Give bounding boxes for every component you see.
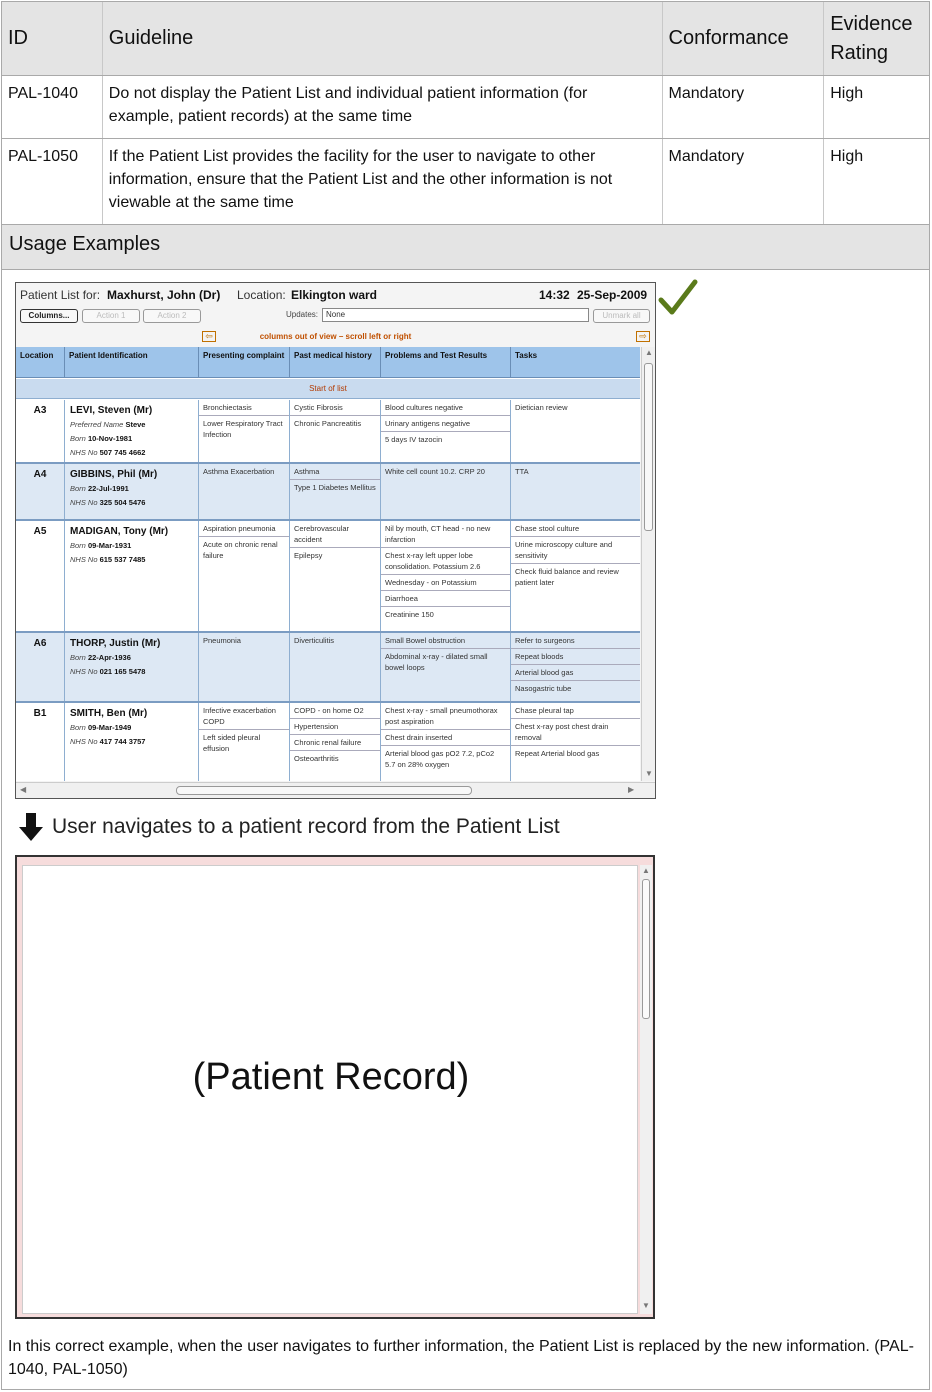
column-header-tasks[interactable]: Tasks bbox=[515, 351, 538, 360]
born-value: 09-Mar-1949 bbox=[87, 723, 132, 732]
history-item: Chronic Pancreatitis bbox=[294, 419, 362, 428]
nhs-value: 021 165 5478 bbox=[99, 667, 146, 676]
scroll-right-arrow-icon[interactable]: ⇨ bbox=[636, 331, 650, 342]
task-item: Arterial blood gas bbox=[511, 665, 640, 681]
history-item: Type 1 Diabetes Mellitus bbox=[294, 483, 376, 492]
horizontal-scrollbar[interactable] bbox=[16, 782, 655, 798]
nhs-label: NHS No bbox=[70, 737, 100, 746]
table-cell bbox=[65, 703, 199, 781]
nhs-label: NHS No bbox=[70, 667, 100, 676]
scroll-down-icon[interactable]: ▼ bbox=[642, 1301, 650, 1310]
problem-item: Diarrhoea bbox=[381, 591, 510, 607]
scroll-right-icon[interactable]: ▶ bbox=[628, 785, 635, 794]
date-of-birth bbox=[70, 432, 193, 446]
history-item: Cerebrovascular accident bbox=[290, 521, 380, 548]
current-time: 14:32 bbox=[539, 288, 570, 302]
patient-record-content bbox=[22, 865, 638, 1314]
problem-item: Nil by mouth, CT head - no new infarction bbox=[381, 521, 510, 548]
table-cell bbox=[65, 464, 199, 519]
table-cell bbox=[199, 703, 290, 781]
born-value: 09-Mar-1931 bbox=[87, 541, 132, 550]
complaint-item: Acute on chronic renal failure bbox=[203, 540, 278, 560]
patient-name: SMITH, Ben (Mr) bbox=[70, 708, 148, 719]
record-vertical-scrollbar[interactable] bbox=[640, 865, 652, 1314]
nhs-number bbox=[70, 446, 193, 460]
preferred-name bbox=[70, 418, 193, 432]
nhs-value: 325 504 5476 bbox=[99, 498, 146, 507]
patient-row[interactable] bbox=[16, 703, 640, 781]
table-cell bbox=[199, 521, 290, 631]
patient-list-window bbox=[15, 282, 656, 799]
table-cell bbox=[65, 521, 199, 631]
complaint-item: Aspiration pneumonia bbox=[199, 521, 289, 537]
patient-name: MADIGAN, Tony (Mr) bbox=[70, 526, 169, 537]
row-id: PAL-1050 bbox=[8, 148, 78, 165]
nhs-value: 615 537 7485 bbox=[99, 555, 146, 564]
table-cell bbox=[290, 400, 381, 462]
table-cell bbox=[16, 400, 65, 462]
problem-item: Wednesday - on Potassium bbox=[381, 575, 510, 591]
scroll-up-icon[interactable]: ▲ bbox=[645, 348, 653, 357]
scroll-left-arrow-icon[interactable]: ⇦ bbox=[202, 331, 216, 342]
updates-field[interactable]: None bbox=[322, 308, 589, 322]
location-value: B1 bbox=[33, 708, 47, 719]
column-header-location[interactable]: Location bbox=[16, 347, 65, 378]
complaint-item: Left sided pleural effusion bbox=[203, 733, 261, 753]
born-label: Born bbox=[70, 653, 88, 662]
task-item: Dietician review bbox=[515, 403, 568, 412]
column-header-problems-results[interactable]: Problems and Test Results bbox=[381, 347, 511, 378]
column-headers bbox=[16, 347, 640, 378]
patient-list-for-label: Patient List for: bbox=[20, 288, 101, 302]
table-header-row bbox=[2, 2, 929, 75]
task-item: Repeat bloods bbox=[511, 649, 640, 665]
task-item: Repeat Arterial blood gas bbox=[515, 749, 600, 758]
nhs-value: 417 744 3757 bbox=[99, 737, 146, 746]
location-value: A6 bbox=[33, 638, 47, 649]
table-cell bbox=[381, 521, 511, 631]
born-label: Born bbox=[70, 723, 88, 732]
table-cell bbox=[16, 633, 65, 701]
location-value: Elkington ward bbox=[291, 288, 378, 302]
born-label: Born bbox=[70, 434, 88, 443]
nhs-value: 507 745 4662 bbox=[99, 448, 146, 457]
table-cell bbox=[381, 633, 511, 701]
history-item: Epilepsy bbox=[294, 551, 323, 560]
usage-examples-heading: Usage Examples bbox=[2, 224, 929, 269]
born-value: 22-Jul-1991 bbox=[87, 484, 129, 493]
table-row bbox=[2, 75, 929, 138]
table-cell bbox=[65, 633, 199, 701]
task-item: Nasogastric tube bbox=[515, 684, 572, 693]
table-cell bbox=[290, 464, 381, 519]
patient-row[interactable] bbox=[16, 521, 640, 633]
record-scroll-thumb[interactable] bbox=[642, 879, 650, 1019]
complaint-item: Lower Respiratory Tract Infection bbox=[203, 419, 283, 439]
problem-item: Abdominal x-ray - dilated small bowel loops bbox=[385, 652, 488, 672]
scroll-down-icon[interactable]: ▼ bbox=[645, 769, 653, 778]
patient-name: THORP, Justin (Mr) bbox=[70, 638, 161, 649]
history-item: Diverticulitis bbox=[294, 636, 335, 645]
patient-record-window bbox=[15, 855, 655, 1319]
navigation-note bbox=[18, 812, 638, 842]
columns-scroll-hint: columns out of view – scroll left or right bbox=[259, 332, 412, 341]
problem-item: Small Bowel obstruction bbox=[381, 633, 510, 649]
table-cell bbox=[511, 400, 640, 462]
patient-list-header bbox=[16, 283, 655, 307]
date-of-birth bbox=[70, 721, 193, 735]
table-cell bbox=[381, 400, 511, 462]
clinician-name: Maxhurst, John (Dr) bbox=[107, 288, 221, 302]
history-item: Asthma bbox=[290, 464, 380, 480]
location-label: Location: bbox=[237, 288, 286, 302]
header-evidence-rating: Evidence Rating bbox=[823, 2, 929, 75]
updates-label: Updates: bbox=[286, 310, 319, 319]
table-cell bbox=[381, 703, 511, 781]
row-id: PAL-1040 bbox=[8, 85, 78, 102]
current-date: 25-Sep-2009 bbox=[577, 288, 648, 302]
born-value: 22-Apr-1936 bbox=[87, 653, 131, 662]
history-item: COPD - on home O2 bbox=[290, 703, 380, 719]
nhs-number bbox=[70, 735, 193, 749]
location-value: A3 bbox=[33, 405, 47, 416]
table-cell bbox=[511, 464, 640, 519]
problem-item: Chest x-ray left upper lobe consolidation. Potassium 2.6 bbox=[381, 548, 510, 575]
problem-item: Chest x-ray - small pneumothorax post aspiration bbox=[381, 703, 510, 730]
scroll-up-icon[interactable]: ▲ bbox=[642, 866, 650, 875]
task-item: Urine microscopy culture and sensitivity bbox=[511, 537, 640, 564]
row-guideline: If the Patient List provides the facility for the user to navigate to other information, ensure that the Patient List and the other information is not viewable at the same time bbox=[102, 139, 662, 224]
navigation-note-text: User navigates to a patient record from the Patient List bbox=[52, 815, 560, 838]
nhs-number bbox=[70, 665, 193, 679]
example-caption: In this correct example, when the user navigates to further information, the Patient List is replaced by the new information. (PAL-1040, PAL-1050) bbox=[8, 1338, 914, 1378]
date-of-birth bbox=[70, 651, 193, 665]
patient-name: LEVI, Steven (Mr) bbox=[70, 405, 153, 416]
date-of-birth bbox=[70, 482, 193, 496]
problem-item: Blood cultures negative bbox=[381, 400, 510, 416]
location-value: A4 bbox=[33, 469, 47, 480]
table-cell bbox=[199, 400, 290, 462]
header-conformance: Conformance bbox=[662, 2, 824, 75]
patient-name: GIBBINS, Phil (Mr) bbox=[70, 469, 158, 480]
task-item: Check fluid balance and review patient later bbox=[515, 567, 619, 587]
row-guideline: Do not display the Patient List and individual patient information (for example, patient records) at the same time bbox=[102, 76, 662, 138]
row-conformance: Mandatory bbox=[662, 139, 824, 224]
table-cell bbox=[199, 633, 290, 701]
patient-row[interactable] bbox=[16, 400, 640, 464]
start-of-list-marker: Start of list bbox=[16, 379, 640, 399]
nhs-number bbox=[70, 496, 193, 510]
problem-item: Creatinine 150 bbox=[385, 610, 434, 619]
location-value: A5 bbox=[33, 526, 47, 537]
task-item: Chest x-ray post chest drain removal bbox=[511, 719, 640, 746]
task-item: TTA bbox=[515, 467, 529, 476]
history-item: Hypertension bbox=[290, 719, 380, 735]
row-evidence: High bbox=[823, 76, 929, 138]
preferred-name-value: Steve bbox=[125, 420, 146, 429]
born-label: Born bbox=[70, 484, 88, 493]
column-header-patient-identification[interactable]: Patient Identification bbox=[65, 347, 199, 378]
vertical-scrollbar[interactable] bbox=[641, 347, 655, 781]
patient-list-grid bbox=[16, 347, 640, 781]
problem-item: Urinary antigens negative bbox=[381, 416, 510, 432]
table-cell bbox=[16, 703, 65, 781]
table-cell bbox=[511, 521, 640, 631]
task-item: Chase pleural tap bbox=[511, 703, 640, 719]
nhs-label: NHS No bbox=[70, 555, 100, 564]
task-item: Chase stool culture bbox=[511, 521, 640, 537]
table-cell bbox=[511, 703, 640, 781]
born-label: Born bbox=[70, 541, 88, 550]
patient-row[interactable] bbox=[16, 464, 640, 521]
history-item: Osteoarthritis bbox=[294, 754, 339, 763]
table-cell bbox=[199, 464, 290, 519]
complaint-item: Infective exacerbation COPD bbox=[199, 703, 289, 730]
born-value: 10-Nov-1981 bbox=[87, 434, 133, 443]
preferred-name-label: Preferred Name bbox=[70, 420, 126, 429]
column-header-presenting-complaint[interactable]: Presenting complaint bbox=[199, 347, 290, 378]
problem-item: Chest drain inserted bbox=[381, 730, 510, 746]
complaint-item: Bronchiectasis bbox=[199, 400, 289, 416]
vertical-scroll-thumb[interactable] bbox=[644, 363, 653, 531]
problem-item: 5 days IV tazocin bbox=[385, 435, 443, 444]
complaint-item: Pneumonia bbox=[203, 636, 241, 645]
table-row bbox=[2, 138, 929, 224]
table-cell bbox=[290, 521, 381, 631]
nhs-number bbox=[70, 553, 193, 567]
table-cell bbox=[290, 703, 381, 781]
table-cell bbox=[381, 464, 511, 519]
row-conformance: Mandatory bbox=[662, 76, 824, 138]
unmark-all-button[interactable]: Unmark all bbox=[593, 309, 650, 323]
patient-row[interactable] bbox=[16, 633, 640, 703]
nhs-label: NHS No bbox=[70, 498, 100, 507]
table-cell bbox=[511, 633, 640, 701]
header-id: ID bbox=[8, 27, 28, 49]
row-evidence: High bbox=[823, 139, 929, 224]
table-cell bbox=[290, 633, 381, 701]
columns-button[interactable]: Columns... bbox=[20, 309, 78, 323]
header-guideline: Guideline bbox=[102, 2, 662, 75]
action-2-button[interactable]: Action 2 bbox=[143, 309, 201, 323]
table-cell bbox=[16, 464, 65, 519]
scroll-left-icon[interactable]: ◀ bbox=[20, 785, 27, 794]
patient-record-label: (Patient Record) bbox=[192, 1056, 470, 1098]
table-cell bbox=[16, 521, 65, 631]
action-1-button[interactable]: Action 1 bbox=[82, 309, 140, 323]
nhs-label: NHS No bbox=[70, 448, 100, 457]
history-item: Chronic renal failure bbox=[290, 735, 380, 751]
task-item: Refer to surgeons bbox=[511, 633, 640, 649]
column-header-past-medical-history[interactable]: Past medical history bbox=[290, 347, 381, 378]
horizontal-scroll-thumb[interactable] bbox=[176, 786, 472, 795]
date-of-birth bbox=[70, 539, 193, 553]
problem-item: Arterial blood gas pO2 7.2, pCo2 5.7 on 28% oxygen bbox=[385, 749, 495, 769]
problem-item: White cell count 10.2. CRP 20 bbox=[385, 467, 485, 476]
correct-checkmark-icon bbox=[658, 278, 698, 318]
history-item: Cystic Fibrosis bbox=[290, 400, 380, 416]
down-arrow-icon bbox=[18, 812, 44, 842]
table-cell bbox=[65, 400, 199, 462]
complaint-item: Asthma Exacerbation bbox=[203, 467, 275, 476]
